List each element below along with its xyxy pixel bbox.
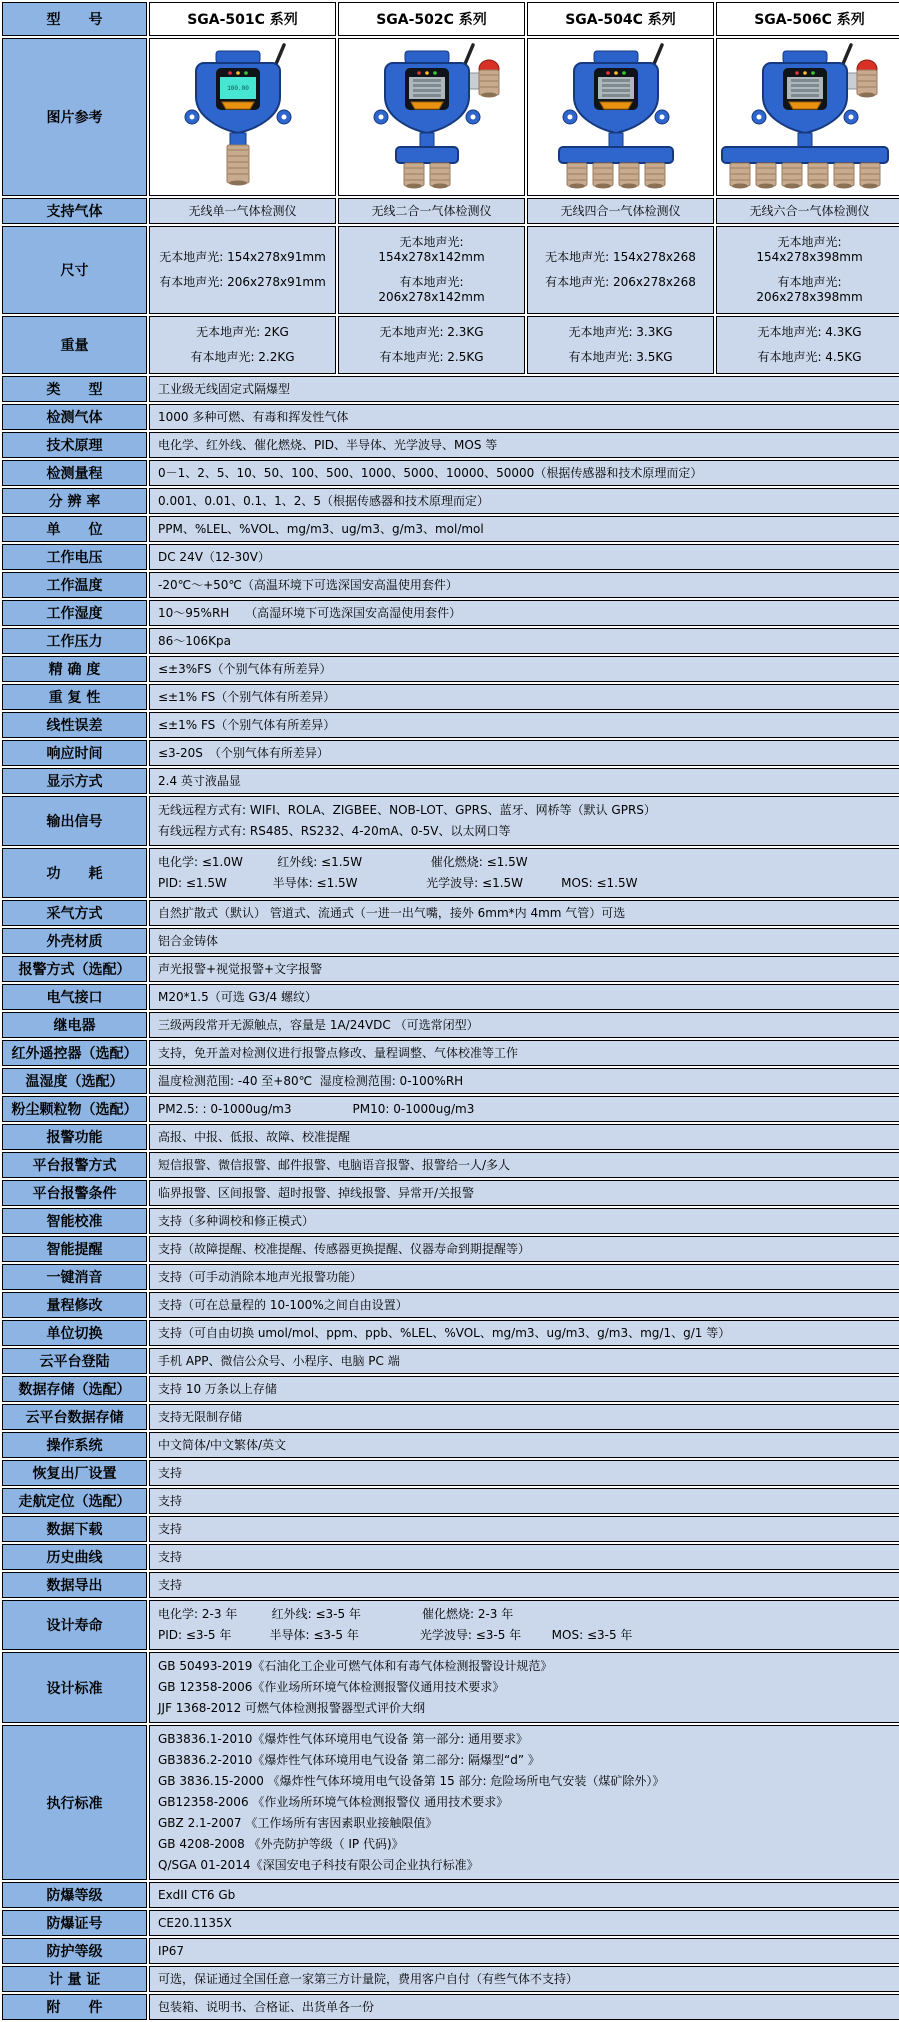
spec-row-label: 平台报警方式: [2, 1152, 147, 1178]
size-502c: [338, 226, 525, 314]
spec-row-label: 电气接口: [2, 984, 147, 1010]
spec-value-line: 2.4 英寸液晶显: [158, 773, 241, 788]
spec-row-label: 历史曲线: [2, 1544, 147, 1570]
spec-row: [2, 1516, 899, 1542]
spec-row: [2, 1488, 899, 1514]
spec-row-label: 数据存储（选配）: [2, 1376, 147, 1402]
spec-value-line: 可选，保证通过全国任意一家第三方计量院，费用客户自付（有些气体不支持）: [158, 1971, 579, 1986]
spec-row-label: 外壳材质: [2, 928, 147, 954]
spec-value-line: 声光报警+视觉报警+文字报警: [158, 961, 323, 976]
spec-row-label: 智能校准: [2, 1208, 147, 1234]
spec-row: [2, 1012, 899, 1038]
supported-gas-row: [2, 198, 899, 224]
spec-row-label: 设计标准: [2, 1652, 147, 1723]
spec-row: [2, 1180, 899, 1206]
header-row: [2, 2, 899, 36]
spec-row-value: [149, 516, 899, 542]
weight-line: 无本地声光: 3.3KG: [568, 325, 673, 339]
spec-row-value: [149, 656, 899, 682]
spec-row-label: 响应时间: [2, 740, 147, 766]
spec-row-label: 计 量 证: [2, 1966, 147, 1992]
spec-value-line: 支持 10 万条以上存储: [158, 1381, 277, 1396]
weight-row: [2, 316, 899, 374]
spec-value-line: IP67: [158, 1943, 185, 1958]
spec-row: [2, 1725, 899, 1880]
spec-row: [2, 684, 899, 710]
spec-row-value: [149, 1040, 899, 1066]
spec-value-line: ≤3-20S （个别气体有所差异）: [158, 745, 329, 760]
spec-row: [2, 1040, 899, 1066]
spec-row: [2, 1152, 899, 1178]
model-sga-501c: SGA-501C 系列: [149, 2, 336, 36]
spec-row-label: 数据导出: [2, 1572, 147, 1598]
spec-value-line: 工业级无线固定式隔爆型: [158, 381, 291, 396]
spec-row-value: [149, 1124, 899, 1150]
spec-row-value: [149, 1516, 899, 1542]
spec-row-value: [149, 1544, 899, 1570]
product-image-sga-502c: [338, 38, 525, 196]
spec-value-line: 支持无限制存储: [158, 1409, 243, 1424]
weight-line: 无本地声光: 2KG: [196, 325, 289, 339]
spec-row-label: 技术原理: [2, 432, 147, 458]
weight-line: 有本地声光: 3.5KG: [568, 350, 673, 364]
spec-row-value: [149, 1966, 899, 1992]
supported-gas-506c: 无线六合一气体检测仪: [716, 198, 899, 224]
spec-value-line: 支持（故障提醒、校准提醒、传感器更换提醒、仪器寿命到期提醒等）: [158, 1241, 531, 1256]
spec-value-line: 0.001、0.01、0.1、1、2、5（根据传感器和技术原理而定）: [158, 493, 490, 508]
spec-row: [2, 900, 899, 926]
spec-row: [2, 600, 899, 626]
spec-row-label: 执行标准: [2, 1725, 147, 1880]
spec-row-label: 设计寿命: [2, 1600, 147, 1650]
supported-gas-502c: 无线二合一气体检测仪: [338, 198, 525, 224]
spec-value-line: 0－1、2、5、10、50、100、500、1000、5000、10000、50000（根据传感器和技术原理而定）: [158, 465, 703, 480]
spec-row: [2, 1882, 899, 1908]
spec-value-line: 支持: [158, 1521, 183, 1536]
spec-value-line: PM2.5: : 0-1000ug/m3 PM10: 0-1000ug/m3: [158, 1101, 475, 1116]
spec-value-line: 手机 APP、微信公众号、小程序、电脑 PC 端: [158, 1353, 400, 1368]
spec-row-label: 重 复 性: [2, 684, 147, 710]
spec-value-line: 支持（可在总量程的 10-100%之间自由设置）: [158, 1297, 408, 1312]
spec-value-line: Q/SGA 01-2014《深国安电子科技有限公司企业执行标准》: [158, 1858, 479, 1872]
spec-row-label: 显示方式: [2, 768, 147, 794]
spec-row-label: 单 位: [2, 516, 147, 542]
spec-row: [2, 984, 899, 1010]
spec-row-value: [149, 376, 899, 402]
spec-value-line: 有线远程方式有: RS485、RS232、4-20mA、0-5V、以太网口等: [158, 824, 511, 838]
supported-gas-504c: 无线四合一气体检测仪: [527, 198, 714, 224]
spec-row-label: 检测量程: [2, 460, 147, 486]
spec-row-value: [149, 600, 899, 626]
spec-row: [2, 928, 899, 954]
spec-value-line: 高报、中报、低报、故障、校准提醒: [158, 1129, 351, 1144]
spec-row-label: 功 耗: [2, 848, 147, 898]
spec-row-label: 防爆等级: [2, 1882, 147, 1908]
spec-value-line: 铝合金铸体: [158, 933, 219, 948]
spec-row-label: 云平台数据存储: [2, 1404, 147, 1430]
model-header-label: 型 号: [2, 2, 147, 36]
spec-row: [2, 376, 899, 402]
spec-row-value: [149, 1264, 899, 1290]
spec-row-value: [149, 712, 899, 738]
size-line: 无本地声光: 154x278x268: [545, 250, 696, 264]
spec-row: [2, 628, 899, 654]
spec-row-label: 数据下载: [2, 1516, 147, 1542]
spec-value-line: GB12358-2006 《作业场所环境气体检测报警仪 通用技术要求》: [158, 1795, 509, 1809]
image-row-label: 图片参考: [2, 38, 147, 196]
spec-row-value: [149, 1652, 899, 1723]
spec-value-line: PID: ≤1.5W 半导体: ≤1.5W 光学波导: ≤1.5W MOS: ≤1.5W: [158, 876, 638, 890]
spec-row: [2, 1124, 899, 1150]
spec-value-line: GB 4208-2008 《外壳防护等级（ IP 代码)》: [158, 1837, 404, 1851]
spec-row: [2, 404, 899, 430]
spec-value-line: DC 24V（12-30V）: [158, 549, 270, 564]
gas-detector-1-sensor-icon: [150, 39, 336, 195]
spec-row: [2, 1348, 899, 1374]
size-line: 有本地声光: 206x278x398mm: [756, 275, 863, 304]
spec-row-label: 分 辨 率: [2, 488, 147, 514]
spec-row-value: [149, 1432, 899, 1458]
spec-row-value: [149, 1910, 899, 1936]
spec-row-value: [149, 848, 899, 898]
spec-row-value: [149, 684, 899, 710]
spec-row-label: 防爆证号: [2, 1910, 147, 1936]
spec-row-label: 量程修改: [2, 1292, 147, 1318]
spec-row: [2, 796, 899, 846]
gas-detector-6-sensors-beacon-icon: [717, 39, 899, 195]
spec-value-line: 支持: [158, 1577, 183, 1592]
spec-value-line: 支持（可自由切换 umol/mol、ppm、ppb、%LEL、%VOL、mg/m3、ug/m3、g/m3、mg/1、g/1 等）: [158, 1325, 731, 1340]
spec-row: [2, 1544, 899, 1570]
spec-row: [2, 1292, 899, 1318]
spec-row: [2, 1404, 899, 1430]
spec-row: [2, 1938, 899, 1964]
spec-value-line: 支持（多种调校和修正模式）: [158, 1213, 315, 1228]
spec-value-line: GB3836.2-2010《爆炸性气体环境用电气设备 第二部分: 隔爆型“d” 》: [158, 1753, 540, 1767]
spec-row: [2, 1320, 899, 1346]
spec-row-label: 云平台登陆: [2, 1348, 147, 1374]
size-line: 有本地声光: 206x278x142mm: [378, 275, 485, 304]
spec-row: [2, 1096, 899, 1122]
spec-row-value: [149, 984, 899, 1010]
spec-row-value: [149, 488, 899, 514]
spec-row-value: [149, 1600, 899, 1650]
spec-row: [2, 1572, 899, 1598]
spec-row: [2, 740, 899, 766]
size-504c: [527, 226, 714, 314]
spec-row-value: [149, 432, 899, 458]
size-label: 尺寸: [2, 226, 147, 314]
spec-row-label: 输出信号: [2, 796, 147, 846]
spec-row-label: 智能提醒: [2, 1236, 147, 1262]
spec-row-value: [149, 740, 899, 766]
model-sga-502c: SGA-502C 系列: [338, 2, 525, 36]
product-image-sga-504c: [527, 38, 714, 196]
size-line: 无本地声光: 154x278x91mm: [159, 250, 326, 264]
spec-row: [2, 432, 899, 458]
spec-row-value: [149, 900, 899, 926]
spec-value-line: JJF 1368-2012 可燃气体检测报警器型式评价大纲: [158, 1701, 426, 1715]
size-row: [2, 226, 899, 314]
spec-row-label: 平台报警条件: [2, 1180, 147, 1206]
spec-row-value: [149, 768, 899, 794]
spec-row-value: [149, 1348, 899, 1374]
spec-row-value: [149, 628, 899, 654]
spec-value-line: 1000 多种可燃、有毒和挥发性气体: [158, 409, 349, 424]
spec-value-line: 电化学: ≤1.0W 红外线: ≤1.5W 催化燃烧: ≤1.5W: [158, 855, 528, 869]
spec-value-line: M20*1.5（可选 G3/4 螺纹）: [158, 989, 317, 1004]
spec-value-line: ≤±1% FS（个别气体有所差异）: [158, 717, 336, 732]
spec-row-value: [149, 1236, 899, 1262]
spec-row: [2, 1236, 899, 1262]
weight-506c: [716, 316, 899, 374]
spec-value-line: 支持: [158, 1549, 183, 1564]
spec-row-value: [149, 1180, 899, 1206]
spec-row-label: 走航定位（选配）: [2, 1488, 147, 1514]
spec-row-value: [149, 544, 899, 570]
spec-row-value: [149, 1012, 899, 1038]
weight-line: 有本地声光: 2.5KG: [379, 350, 484, 364]
spec-row-label: 工作压力: [2, 628, 147, 654]
size-line: 有本地声光: 206x278x91mm: [159, 275, 326, 289]
spec-row-label: 继电器: [2, 1012, 147, 1038]
gas-detector-4-sensors-icon: [528, 39, 714, 195]
spec-row-value: [149, 1320, 899, 1346]
size-line: 有本地声光: 206x278x268: [545, 275, 696, 289]
spec-row: [2, 1460, 899, 1486]
spec-value-line: 无线远程方式有: WIFI、ROLA、ZIGBEE、NOB-LOT、GPRS、蓝牙、网桥等（默认 GPRS）: [158, 803, 656, 817]
spec-value-line: 支持: [158, 1493, 183, 1508]
spec-row-value: [149, 1460, 899, 1486]
spec-row-label: 工作温度: [2, 572, 147, 598]
spec-row: [2, 1600, 899, 1650]
product-image-sga-506c: [716, 38, 899, 196]
spec-row-label: 采气方式: [2, 900, 147, 926]
spec-row-value: [149, 796, 899, 846]
spec-row: [2, 1208, 899, 1234]
spec-row: [2, 1994, 899, 2020]
spec-value-line: CE20.1135X: [158, 1915, 232, 1930]
spec-row-label: 红外遥控器（选配）: [2, 1040, 147, 1066]
spec-row-value: [149, 1882, 899, 1908]
spec-row-label: 粉尘颗粒物（选配）: [2, 1096, 147, 1122]
spec-row: [2, 1652, 899, 1723]
spec-value-line: 包装箱、说明书、合格证、出货单各一份: [158, 1999, 375, 2014]
spec-value-line: 中文简体/中文繁体/英文: [158, 1437, 287, 1452]
spec-row: [2, 544, 899, 570]
spec-row-value: [149, 572, 899, 598]
spec-value-line: 温度检测范围: -40 至+80℃ 湿度检测范围: 0-100%RH: [158, 1073, 464, 1088]
spec-row: [2, 712, 899, 738]
spec-row: [2, 460, 899, 486]
spec-value-line: GB 50493-2019《石油化工企业可燃气体和有毒气体检测报警设计规范》: [158, 1659, 553, 1673]
spec-row-value: [149, 1994, 899, 2020]
spec-row-label: 工作湿度: [2, 600, 147, 626]
spec-row-value: [149, 1404, 899, 1430]
spec-value-line: -20℃～+50℃（高温环境下可选深国安高温使用套件）: [158, 577, 458, 592]
spec-row-value: [149, 1376, 899, 1402]
spec-row: [2, 848, 899, 898]
spec-row-value: [149, 1152, 899, 1178]
spec-value-line: GBZ 2.1-2007 《工作场所有害因素职业接触限值》: [158, 1816, 438, 1830]
spec-row-value: [149, 956, 899, 982]
spec-value-line: 自然扩散式（默认） 管道式、流通式（一进一出气嘴，接外 6mm*内 4mm 气管）可选: [158, 905, 626, 920]
spec-row: [2, 488, 899, 514]
supported-gas-label: 支持气体: [2, 198, 147, 224]
weight-label: 重量: [2, 316, 147, 374]
spec-row-label: 工作电压: [2, 544, 147, 570]
spec-row-label: 线性误差: [2, 712, 147, 738]
spec-row-value: [149, 1725, 899, 1880]
spec-row-label: 单位切换: [2, 1320, 147, 1346]
spec-row-label: 附 件: [2, 1994, 147, 2020]
spec-row-value: [149, 1938, 899, 1964]
spec-row-label: 一键消音: [2, 1264, 147, 1290]
spec-value-line: 临界报警、区间报警、超时报警、掉线报警、异常开/关报警: [158, 1185, 475, 1200]
size-line: 无本地声光: 154x278x142mm: [378, 235, 485, 264]
spec-row-value: [149, 404, 899, 430]
spec-row-value: [149, 1488, 899, 1514]
spec-value-line: ExdII CT6 Gb: [158, 1887, 236, 1902]
weight-line: 无本地声光: 4.3KG: [757, 325, 862, 339]
spec-row-label: 报警功能: [2, 1124, 147, 1150]
spec-value-line: 三级两段常开无源触点，容量是 1A/24VDC （可选常闭型）: [158, 1017, 479, 1032]
model-sga-506c: SGA-506C 系列: [716, 2, 899, 36]
spec-row: [2, 1068, 899, 1094]
spec-value-line: GB3836.1-2010《爆炸性气体环境用电气设备 第一部分: 通用要求》: [158, 1732, 529, 1746]
spec-value-line: 支持（可手动消除本地声光报警功能）: [158, 1269, 363, 1284]
spec-row: [2, 1264, 899, 1290]
spec-value-line: 短信报警、微信报警、邮件报警、电脑语音报警、报警给一人/多人: [158, 1157, 511, 1172]
spec-value-line: PID: ≤3-5 年 半导体: ≤3-5 年 光学波导: ≤3-5 年 MOS: ≤3-5 年: [158, 1628, 633, 1642]
spec-value-line: 支持，免开盖对检测仪进行报警点修改、量程调整、气体校准等工作: [158, 1045, 519, 1060]
supported-gas-501c: 无线单一气体检测仪: [149, 198, 336, 224]
spec-value-line: GB 12358-2006《作业场所环境气体检测报警仪通用技术要求》: [158, 1680, 505, 1694]
spec-row-value: [149, 460, 899, 486]
spec-value-line: 10～95%RH （高湿环境下可选深国安高湿使用套件）: [158, 605, 462, 620]
spec-row: [2, 1910, 899, 1936]
spec-row: [2, 1966, 899, 1992]
spec-row: [2, 956, 899, 982]
weight-502c: [338, 316, 525, 374]
spec-row: [2, 516, 899, 542]
spec-row: [2, 1432, 899, 1458]
spec-row-label: 防护等级: [2, 1938, 147, 1964]
spec-row: [2, 768, 899, 794]
spec-value-line: ≤±1% FS（个别气体有所差异）: [158, 689, 336, 704]
model-sga-504c: SGA-504C 系列: [527, 2, 714, 36]
gas-detector-2-sensors-beacon-icon: [339, 39, 525, 195]
spec-value-line: 电化学: 2-3 年 红外线: ≤3-5 年 催化燃烧: 2-3 年: [158, 1607, 514, 1621]
spec-row-value: [149, 928, 899, 954]
spec-row-label: 报警方式（选配）: [2, 956, 147, 982]
spec-row-value: [149, 1096, 899, 1122]
spec-value-line: PPM、%LEL、%VOL、mg/m3、ug/m3、g/m3、mol/mol: [158, 521, 484, 536]
weight-line: 有本地声光: 4.5KG: [757, 350, 862, 364]
spec-row: [2, 656, 899, 682]
size-line: 无本地声光: 154x278x398mm: [756, 235, 863, 264]
image-row: [2, 38, 899, 196]
size-506c: [716, 226, 899, 314]
weight-line: 有本地声光: 2.2KG: [190, 350, 295, 364]
spec-row-label: 类 型: [2, 376, 147, 402]
spec-row-value: [149, 1572, 899, 1598]
spec-row-label: 检测气体: [2, 404, 147, 430]
size-501c: [149, 226, 336, 314]
spec-row: [2, 572, 899, 598]
weight-501c: [149, 316, 336, 374]
spec-value-line: 支持: [158, 1465, 183, 1480]
spec-row-label: 温湿度（选配）: [2, 1068, 147, 1094]
spec-value-line: ≤±3%FS（个别气体有所差异）: [158, 661, 332, 676]
spec-row-value: [149, 1068, 899, 1094]
product-image-sga-501c: [149, 38, 336, 196]
spec-row-value: [149, 1208, 899, 1234]
spec-value-line: 86～106Kpa: [158, 633, 232, 648]
spec-row-label: 精 确 度: [2, 656, 147, 682]
spec-row: [2, 1376, 899, 1402]
weight-line: 无本地声光: 2.3KG: [379, 325, 484, 339]
spec-row-value: [149, 1292, 899, 1318]
svg-text:100.00: 100.00: [227, 85, 249, 92]
weight-504c: [527, 316, 714, 374]
spec-row-label: 恢复出厂设置: [2, 1460, 147, 1486]
spec-row-label: 操作系统: [2, 1432, 147, 1458]
spec-value-line: GB 3836.15-2000 《爆炸性气体环境用电气设备第 15 部分: 危险场所电气安装（煤矿除外）》: [158, 1774, 665, 1788]
spec-value-line: 电化学、红外线、催化燃烧、PID、半导体、光学波导、MOS 等: [158, 437, 498, 452]
